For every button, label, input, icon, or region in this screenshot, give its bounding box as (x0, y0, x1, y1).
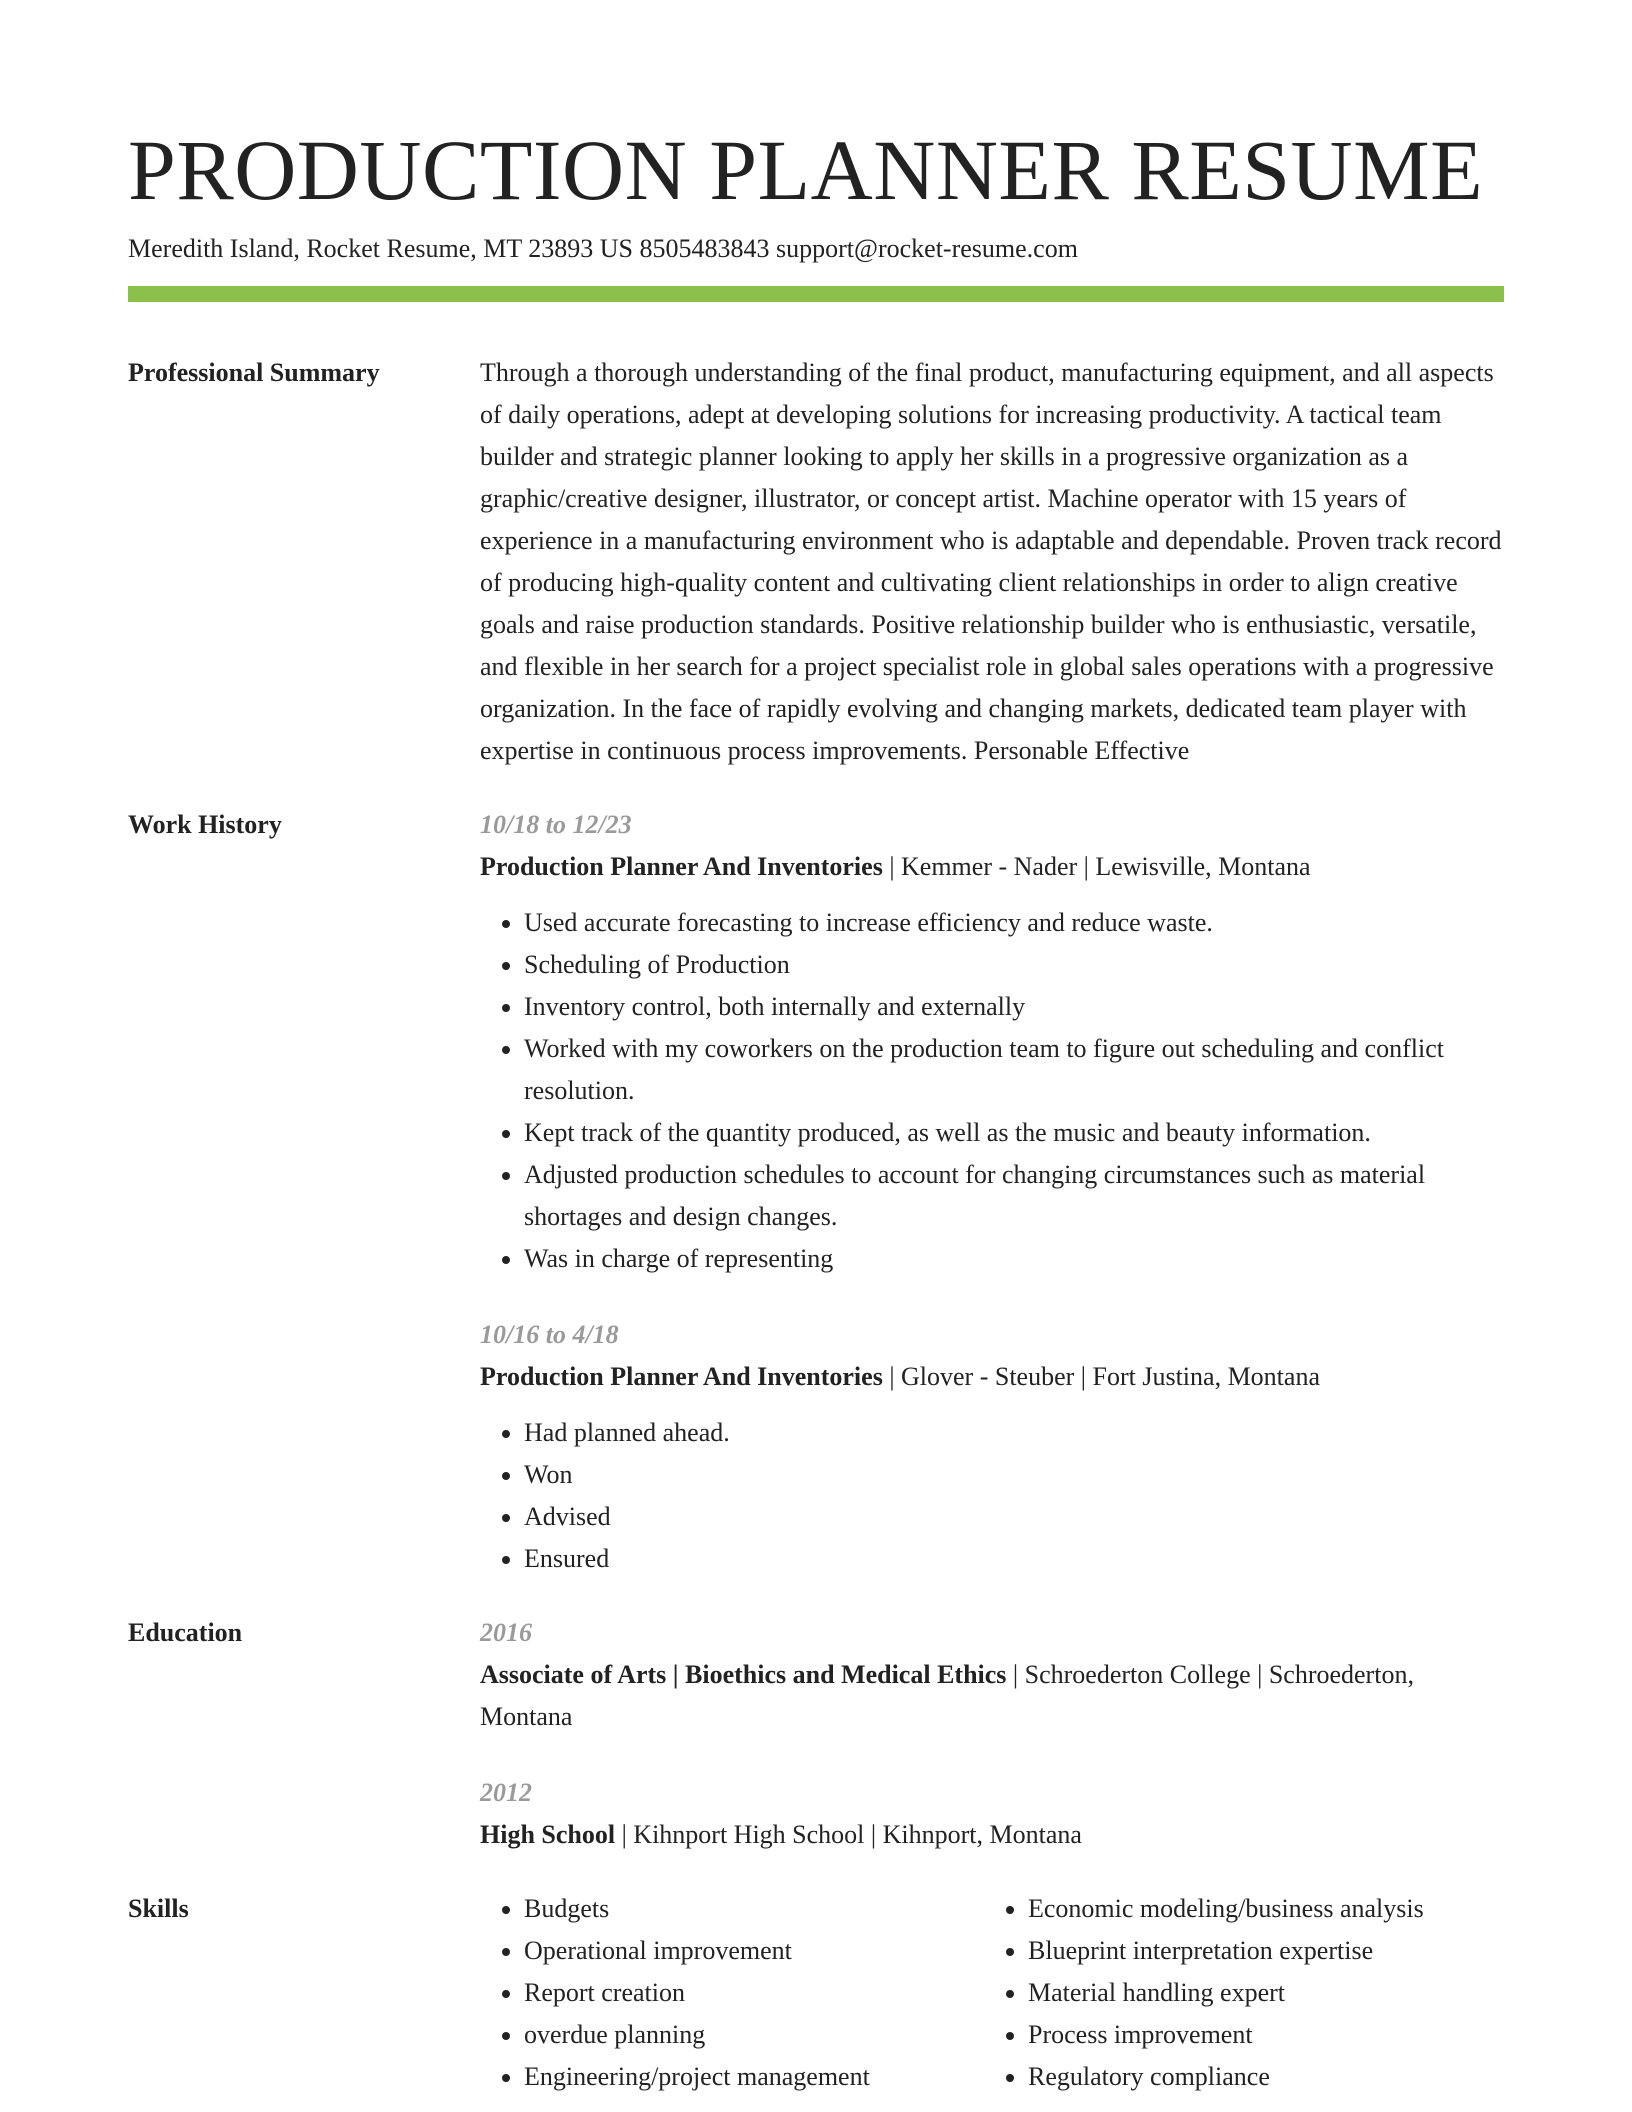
job-entry (480, 804, 1504, 1280)
job-title: Production Planner And Inventories (480, 1362, 883, 1391)
contact-line: Meredith Island, Rocket Resume, MT 23893 US 8505483843 support@rocket-resume.com (128, 234, 1078, 263)
skills-section (128, 1888, 1504, 2098)
education-year: 2012 (480, 1778, 532, 1807)
work-history-body (480, 804, 1504, 1580)
skill-item: • Blueprint interpretation expertise (1028, 1930, 1488, 1972)
job-bullet: • Adjusted production schedules to account for changing circumstances such as material shortages and design changes. (524, 1154, 1504, 1238)
skills-grid (480, 1888, 1504, 2098)
education-section (128, 1612, 1504, 1856)
job-employer-location: | Kemmer - Nader | Lewisville, Montana (882, 852, 1311, 881)
resume-title: PRODUCTION PLANNER RESUME (128, 122, 1484, 218)
job-entry (480, 1314, 1504, 1580)
job-title: Production Planner And Inventories (480, 852, 883, 881)
skills-list-right (984, 1888, 1488, 2098)
education-year: 2016 (480, 1618, 532, 1647)
job-employer-location: | Glover - Steuber | Fort Justina, Montana (882, 1362, 1320, 1391)
education-entry (480, 1612, 1504, 1738)
education-degree: Associate of Arts | Bioethics and Medical Ethics (480, 1660, 1007, 1689)
job-dates: 10/16 to 4/18 (480, 1320, 619, 1349)
skills-list-left (480, 1888, 984, 2098)
skill-item: • Engineering/project management (524, 2056, 984, 2098)
skill-item: • Regulatory compliance (1028, 2056, 1488, 2098)
resume-page (128, 120, 1504, 2098)
job-bullet: • Advised (524, 1496, 1504, 1538)
job-bullet: • Ensured (524, 1538, 1504, 1580)
job-bullet: • Used accurate forecasting to increase efficiency and reduce waste. (524, 902, 1504, 944)
job-bullet: • Kept track of the quantity produced, as well as the music and beauty information. (524, 1112, 1504, 1154)
skills-body (480, 1888, 1504, 2098)
job-bullet: • Scheduling of Production (524, 944, 1504, 986)
job-bullets (480, 902, 1504, 1280)
work-history-section (128, 804, 1504, 1580)
job-bullet: • Won (524, 1454, 1504, 1496)
skill-item: • overdue planning (524, 2014, 984, 2056)
education-degree: High School (480, 1820, 616, 1849)
section-label-work-history: Work History (128, 810, 282, 839)
section-label-education: Education (128, 1618, 243, 1647)
education-school-location: | Kihnport High School | Kihnport, Montana (615, 1820, 1082, 1849)
education-header (480, 1654, 1504, 1738)
education-entry (480, 1772, 1504, 1856)
job-header (480, 846, 1504, 888)
section-label-summary: Professional Summary (128, 358, 380, 387)
skill-item: • Process improvement (1028, 2014, 1488, 2056)
education-school-location: | Schroederton College | Schroederton, Montana (480, 1660, 1414, 1731)
job-bullet: • Had planned ahead. (524, 1412, 1504, 1454)
education-header (480, 1814, 1504, 1856)
job-bullets (480, 1412, 1504, 1580)
job-header (480, 1356, 1504, 1398)
header-divider (128, 286, 1504, 302)
skill-item: • Economic modeling/business analysis (1028, 1888, 1488, 1930)
skill-item: • Report creation (524, 1972, 984, 2014)
skill-item: • Operational improvement (524, 1930, 984, 1972)
job-bullet: • Worked with my coworkers on the production team to figure out scheduling and conflict resolution. (524, 1028, 1504, 1112)
summary-text: Through a thorough understanding of the final product, manufacturing equipment, and all aspects of daily operations, adept at developing solutions for increasing productivity. A tactical team builder and strategic planner looking to apply her skills in a progressive organization as a graphic/creative designer, illustrator, or concept artist. Machine operator with 15 years of experience in a manufacturing environment who is adaptable and dependable. Proven track record of producing high-quality content and cultivating client relationships in order to align creative goals and raise production standards. Positive relationship builder who is enthusiastic, versatile, and flexible in her search for a project specialist role in global sales operations with a progressive organization. In the face of rapidly evolving and changing markets, dedicated team player with expertise in continuous process improvements. Personable Effective (480, 358, 1502, 765)
summary-section (128, 352, 1504, 772)
job-dates: 10/18 to 12/23 (480, 810, 632, 839)
education-body (480, 1612, 1504, 1856)
job-bullet: • Inventory control, both internally and externally (524, 986, 1504, 1028)
section-label-skills: Skills (128, 1894, 189, 1923)
skill-item: • Budgets (524, 1888, 984, 1930)
job-bullet: • Was in charge of representing (524, 1238, 1504, 1280)
skill-item: • Material handling expert (1028, 1972, 1488, 2014)
